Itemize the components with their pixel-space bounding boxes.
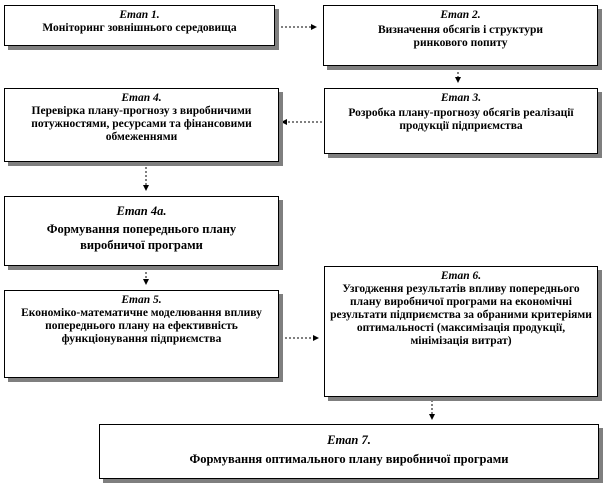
stage-7-text: Формування оптимального плану виробничої програми bbox=[189, 452, 509, 466]
stage-4-title: Етап 4. bbox=[121, 92, 162, 104]
stage-6-box bbox=[324, 266, 598, 397]
stage-7-title: Етап 7. bbox=[327, 433, 371, 447]
stage-4-text: Перевірка плану-прогнозу з виробничими потужностями, ресурсами та фінансовими обмеженнями bbox=[31, 105, 252, 143]
stage-5-text: Економіко-математичне моделювання впливу попереднього плану на ефективність функціонування підприємства bbox=[21, 307, 262, 345]
stage-3-box bbox=[324, 88, 598, 154]
stage-2-text: Визначення обсягів і структури ринкового попиту bbox=[378, 24, 543, 49]
stage-6-title: Етап 6. bbox=[440, 270, 482, 282]
stage-3-text: Розробка плану-прогнозу обсягів реалізації продукції підприємства bbox=[348, 107, 574, 132]
stage-1-box bbox=[4, 5, 275, 46]
stage-7-box bbox=[99, 424, 599, 479]
stage-1-text: Моніторинг зовнішнього середовища bbox=[42, 22, 237, 34]
stage-2-box bbox=[323, 5, 598, 66]
stage-4a-text: Формування попереднього плану виробничої програми bbox=[46, 222, 237, 252]
stage-4a-box bbox=[4, 196, 279, 266]
stage-3-title: Етап 3. bbox=[440, 92, 482, 104]
stage-1-title: Етап 1. bbox=[119, 9, 160, 21]
stage-6-text: Узгодження результатів впливу попереднього плану виробничої програми на економічні результати підприємства за обраними критеріями оптимальності (максимізація продукції, мінімізація витрат) bbox=[330, 283, 592, 347]
stage-5-title: Етап 5. bbox=[121, 294, 162, 306]
stage-4a-title: Етап 4а. bbox=[116, 204, 167, 218]
stage-5-box bbox=[4, 290, 279, 378]
stage-2-title: Етап 2. bbox=[440, 9, 481, 21]
stage-4-box bbox=[4, 88, 279, 162]
